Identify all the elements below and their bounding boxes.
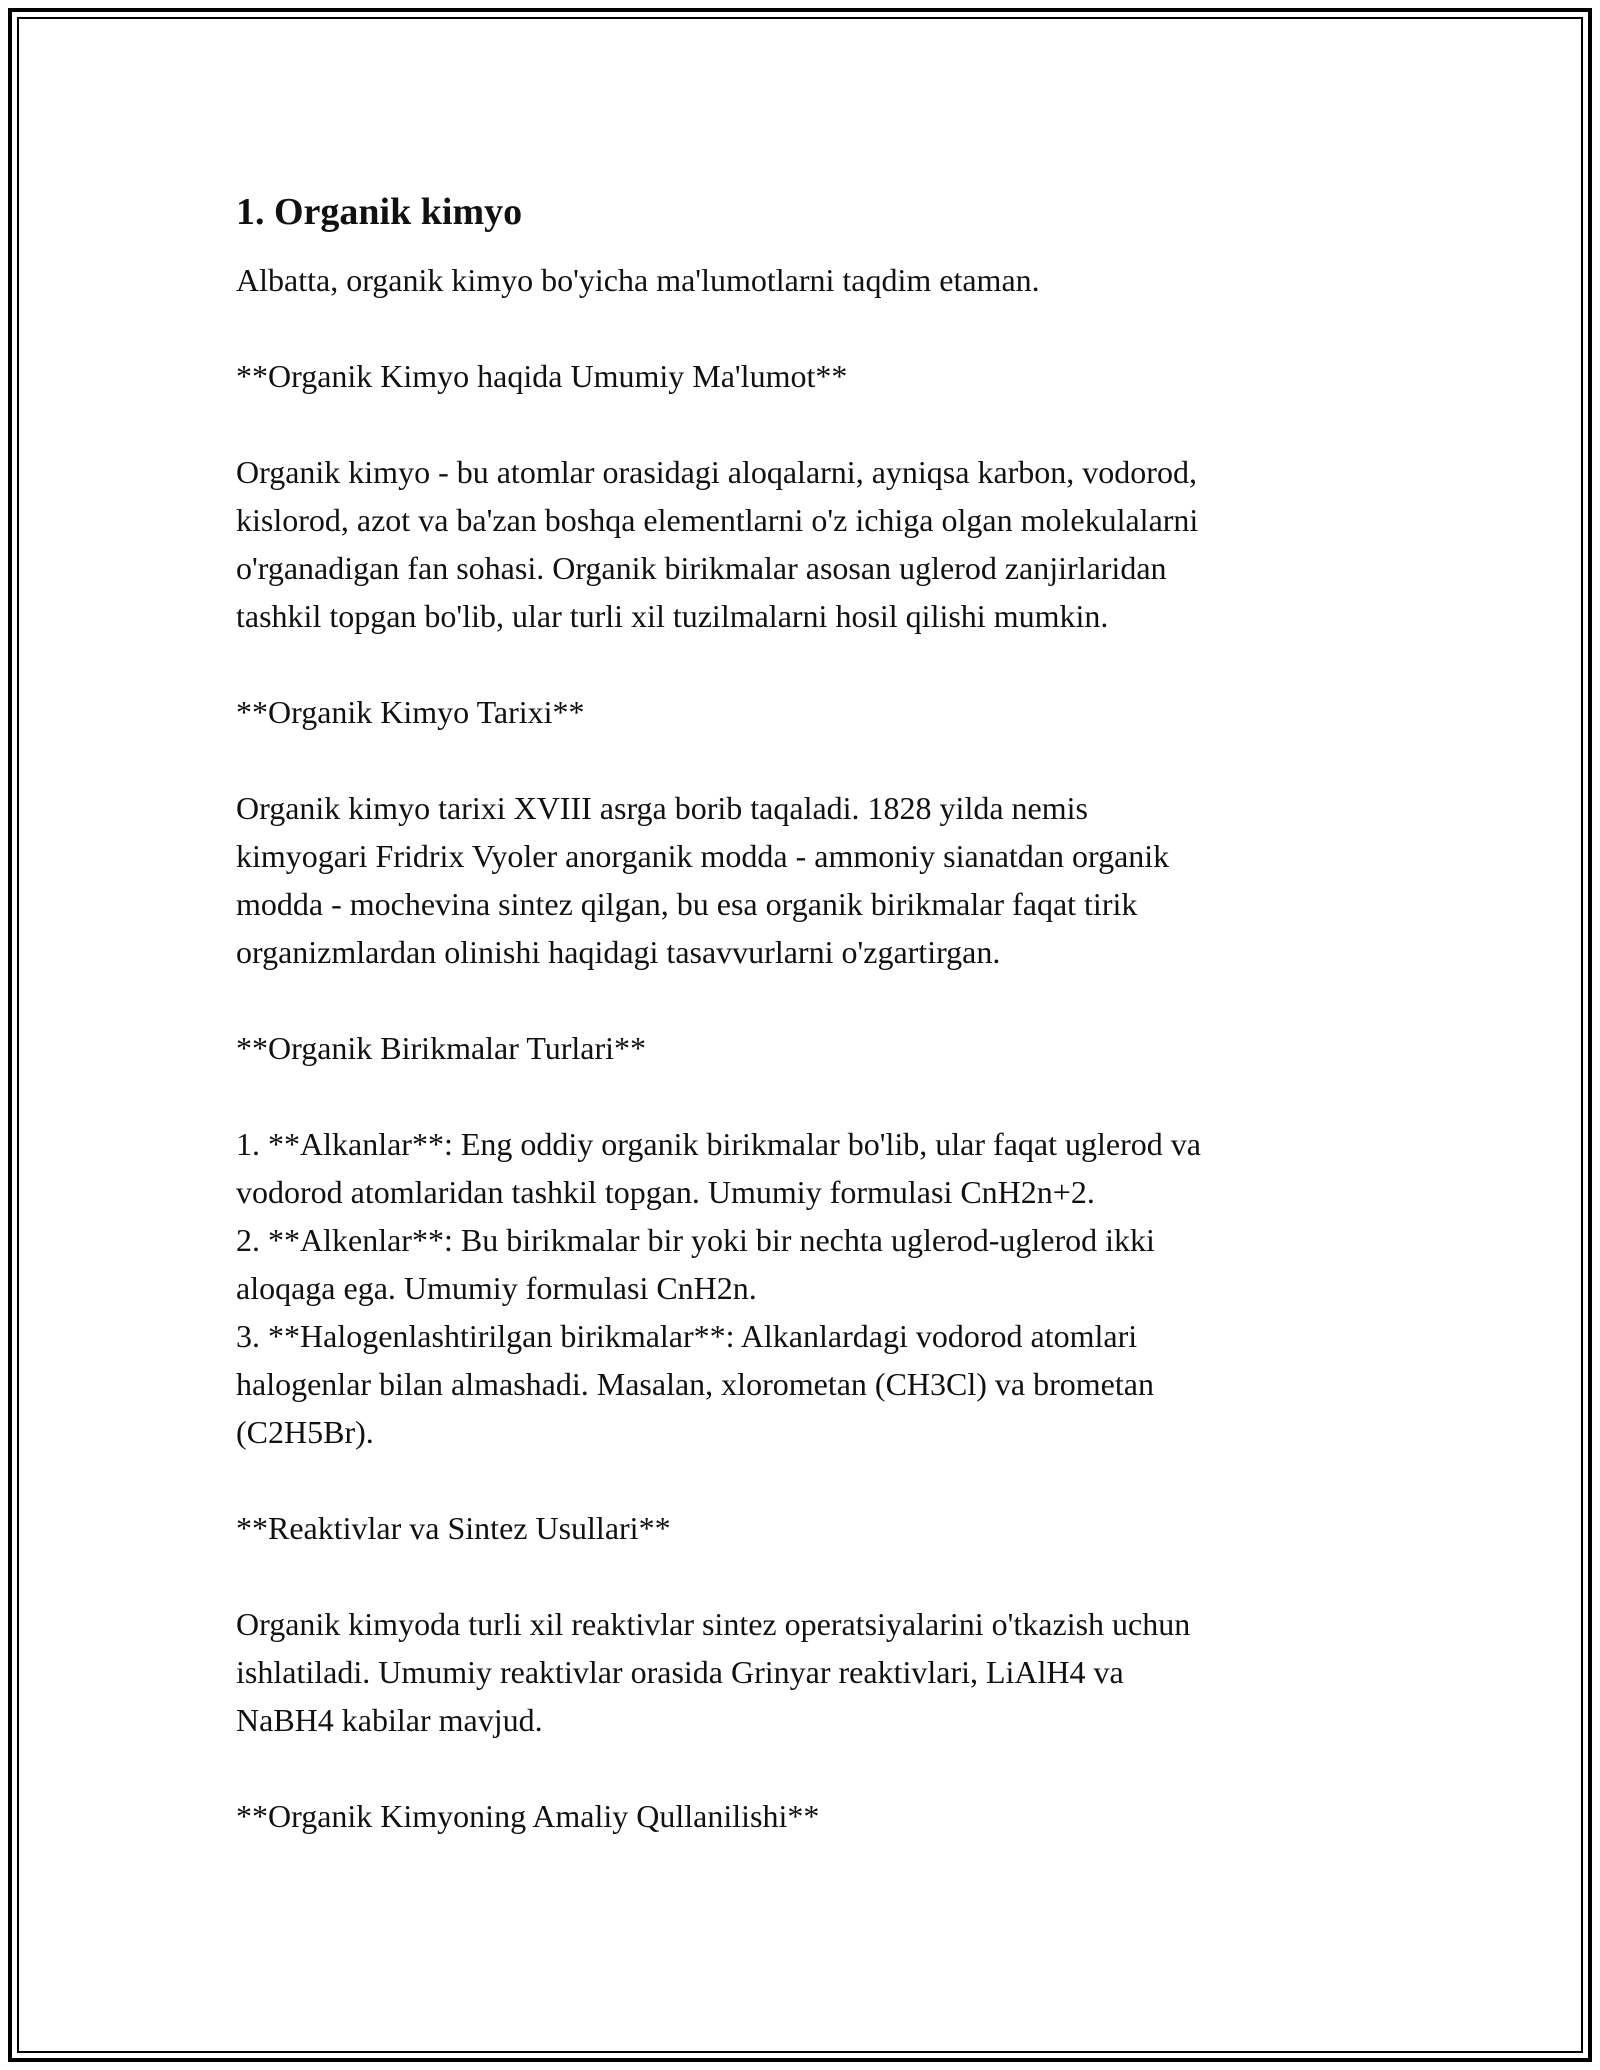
text-line: kislorod, azot va ba'zan boshqa elementlarni o'z ichiga olgan molekulalarni: [236, 502, 1199, 538]
list-item-line: 1. **Alkanlar**: Eng oddiy organik birikmalar bo'lib, ular faqat uglerod va: [236, 1126, 1201, 1162]
paragraph-general-info: [236, 448, 1366, 640]
section-heading-reagents: **Reaktivlar va Sintez Usullari**: [236, 1510, 671, 1546]
section-heading-applications: **Organik Kimyoning Amaliy Qullanilishi**: [236, 1798, 820, 1834]
text-line: modda - mochevina sintez qilgan, bu esa organik birikmalar faqat tirik: [236, 886, 1138, 922]
list-item-line: 2. **Alkenlar**: Bu birikmalar bir yoki bir nechta uglerod-uglerod ikki: [236, 1222, 1155, 1258]
text-line: Organik kimyo tarixi XVIII asrga borib taqaladi. 1828 yilda nemis: [236, 790, 1088, 826]
paragraph-reagents: [236, 1600, 1366, 1744]
text-line: Organik kimyoda turli xil reaktivlar sintez operatsiyalarini o'tkazish uchun: [236, 1606, 1191, 1642]
text-line: ishlatiladi. Umumiy reaktivlar orasida Grinyar reaktivlari, LiAlH4 va: [236, 1654, 1124, 1690]
text-line: organizmlardan olinishi haqidagi tasavvurlarni o'zgartirgan.: [236, 934, 1001, 970]
section-heading-compound-types: **Organik Birikmalar Turlari**: [236, 1030, 647, 1066]
section-heading-general-info: **Organik Kimyo haqida Umumiy Ma'lumot**: [236, 358, 848, 394]
text-line: o'rganadigan fan sohasi. Organik birikmalar asosan uglerod zanjirlaridan: [236, 550, 1167, 586]
text-line: kimyogari Fridrix Vyoler anorganik modda - ammoniy sianatdan organik: [236, 838, 1170, 874]
list-item-line: vodorod atomlaridan tashkil topgan. Umumiy formulasi CnH2n+2.: [236, 1174, 1095, 1210]
text-line: Organik kimyo - bu atomlar orasidagi aloqalarni, ayniqsa karbon, vodorod,: [236, 454, 1197, 490]
text-line: NaBH4 kabilar mavjud.: [236, 1702, 543, 1738]
text-line: tashkil topgan bo'lib, ular turli xil tuzilmalarni hosil qilishi mumkin.: [236, 598, 1109, 634]
list-item-line: (C2H5Br).: [236, 1414, 374, 1450]
list-item-line: 3. **Halogenlashtirilgan birikmalar**: Alkanlardagi vodorod atomlari: [236, 1318, 1138, 1354]
section-heading-history: **Organik Kimyo Tarixi**: [236, 694, 585, 730]
paragraph-history: [236, 784, 1366, 976]
document-body: [236, 188, 1366, 1840]
list-item-line: halogenlar bilan almashadi. Masalan, xlorometan (CH3Cl) va brometan: [236, 1366, 1154, 1402]
list-item-line: aloqaga ega. Umumiy formulasi CnH2n.: [236, 1270, 757, 1306]
document-title: 1. Organik kimyo: [236, 191, 523, 233]
list-compound-types: [236, 1120, 1366, 1456]
intro-paragraph: Albatta, organik kimyo bo'yicha ma'lumotlarni taqdim etaman.: [236, 262, 1040, 298]
